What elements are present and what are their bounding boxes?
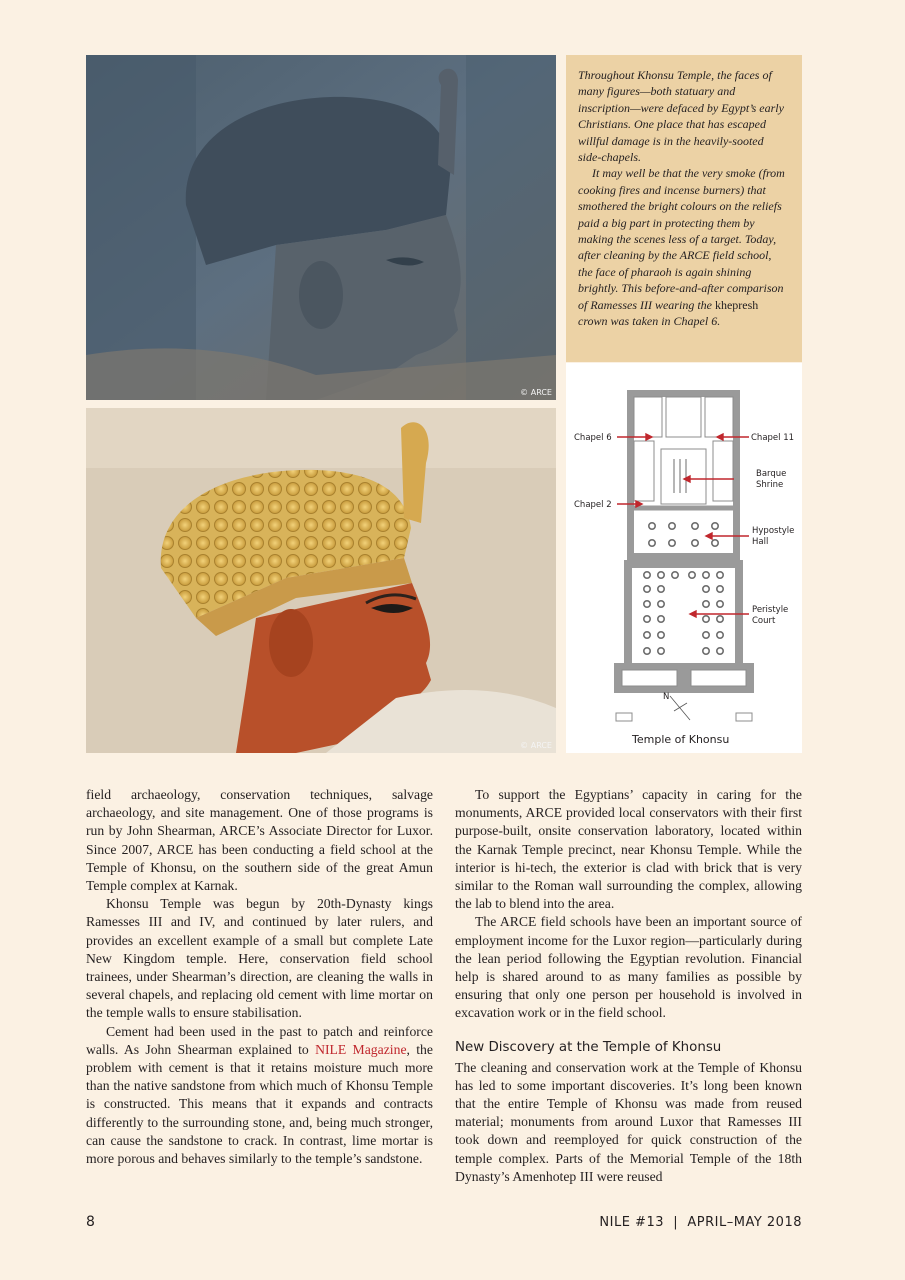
caption-text: crown was taken in Chapel 6.: [578, 314, 721, 329]
plan-title: Temple of Khonsu: [632, 733, 730, 746]
label-chapel-11: Chapel 11: [751, 433, 795, 443]
body-text: , the problem with cement is that it retains moisture much more than the native sandstone from which much of Khonsu Temple is constructed. This means that it expands and contracts differently to the surrounding stone, and, being much stronger, can cause the sandstone to crack. In contrast, lime mortar is more porous and behaves similarly to the temple’s sandstone.: [86, 1041, 433, 1167]
body-paragraph: [86, 1023, 433, 1169]
section-heading: New Discovery at the Temple of Khonsu: [455, 1039, 722, 1055]
caption-paragraph: [578, 165, 789, 329]
label-chapel-2: Chapel 2: [574, 500, 612, 510]
body-paragraph: field archaeology, conservation techniques, salvage archaeology, and site management. One of those programs is run by John Shearman, ARCE’s Associate Director for Luxor. Since 2007, ARCE has been conducting a field school at the Temple of Khonsu, on the southern side of the great Amun Temple complex at Karnak.: [86, 787, 433, 894]
caption-paragraph: Throughout Khonsu Temple, the faces of many figures—both statuary and inscription—were defaced by Egypt’s early Christians. One place that has escaped willful damage is in the heavily-sooted side-chapels.: [578, 68, 784, 165]
label-peristyle: Peristyle: [752, 605, 789, 615]
temple-plan-svg: [566, 363, 802, 753]
page-number: 8: [86, 1214, 95, 1230]
label-barque: Barque: [756, 469, 787, 479]
body-paragraph: The cleaning and conservation work at the Temple of Khonsu has led to some important discoveries. It’s long been known that the entire Temple of Khonsu was made from reused material; monuments from around Luxor that Ramesses III took down and reemployed for quick construction of the temple complex. Parts of the Memorial Temple of the 18th Dynasty’s Amenhotep III were reused: [455, 1059, 802, 1184]
photo-credit: © ARCE: [520, 388, 552, 397]
body-paragraph: To support the Egyptians’ capacity in caring for the monuments, ARCE provided local conservators with their first purpose-built, onsite conservation laboratory, located within the Karnak Temple precinct, near Khonsu Temple. While the interior is hi-tech, the exterior is clad with brick that is very similar to the Roman wall surrounding the complex, allowing the lab to blend into the area.: [455, 787, 802, 912]
article-column-right: [455, 786, 802, 1186]
temple-plan-diagram: [566, 363, 802, 753]
caption-term: khepresh: [714, 297, 759, 312]
issue-footer: NILE #13 | APRIL–MAY 2018: [599, 1215, 802, 1230]
label-hall: Hall: [752, 537, 769, 547]
article-column-left: [86, 786, 433, 1168]
label-hypostyle: Hypostyle: [752, 526, 795, 536]
north-label: N: [663, 692, 670, 702]
body-paragraph: The ARCE field schools have been an important source of employment income for the Luxor region—particularly during the lean period following the Egyptian revolution. Financial help is shared around to as many families as possible by ensuring that only one person per household is involved in excavation work or in the field school.: [455, 914, 802, 1021]
label-court: Court: [752, 616, 776, 626]
body-text: Cement had been used in the past to patch and reinforce walls. As John Shearman explained to: [86, 1023, 433, 1057]
photo-credit: © ARCE: [520, 741, 552, 750]
photo-caption-box: [566, 55, 802, 362]
photo-relief-before-cleaning: [86, 55, 556, 400]
caption-text: It may well be that the very smoke (from cooking fires and incense burners) that smothered the bright colours on the reliefs paid a big part in protecting them by making the scenes less of a target. Today, after cleaning by the ARCE field school, the face of pharaoh is again shining brightly. This before-and-after comparison of Ramesses III wearing the: [578, 166, 785, 312]
label-chapel-6: Chapel 6: [574, 433, 612, 443]
photo-relief-after-cleaning: [86, 408, 556, 753]
label-shrine: Shrine: [756, 480, 784, 490]
nile-magazine-link[interactable]: NILE Magazine: [315, 1041, 407, 1057]
body-paragraph: Khonsu Temple was begun by 20th-Dynasty kings Ramesses III and IV, and continued by later rulers, and provides an excellent example of a small but complete Late New Kingdom temple. Here, conservation field school trainees, under Shearman’s direction, are cleaning the walls in several chapels, and replacing old cement with lime mortar on the temple walls to ensure stabilisation.: [86, 896, 433, 1021]
